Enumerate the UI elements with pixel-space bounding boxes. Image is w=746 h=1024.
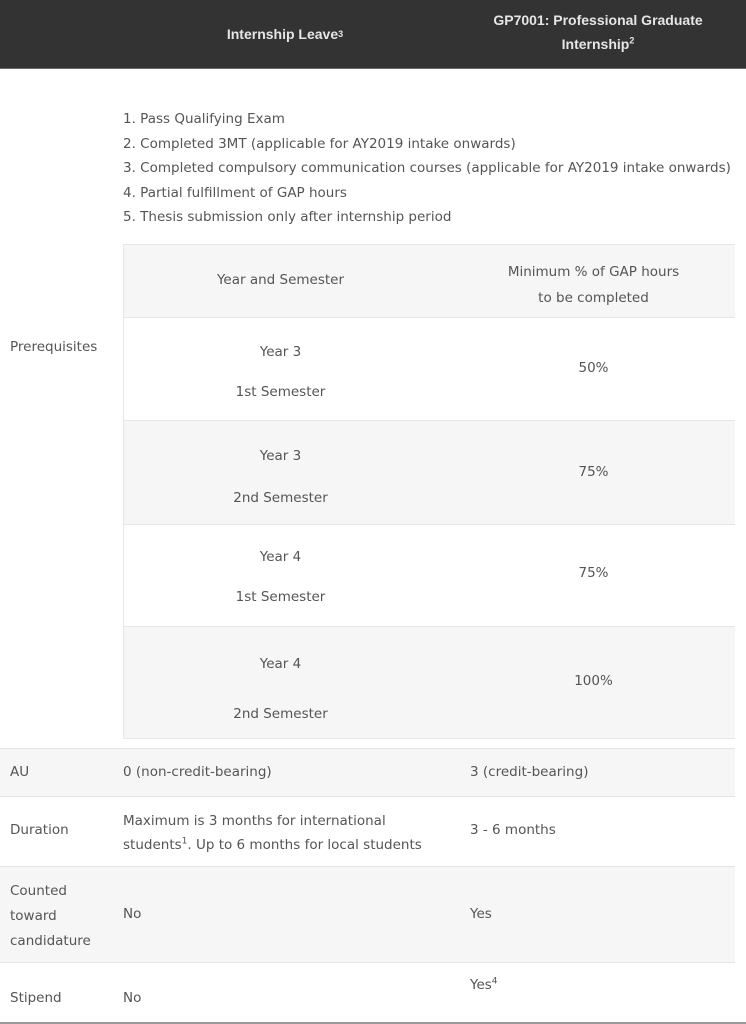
- row-duration: [0, 796, 735, 867]
- gap-semester: 2nd Semester: [233, 490, 328, 506]
- gap-year-semester: [124, 537, 437, 617]
- gap-year-semester: [124, 639, 437, 739]
- header-internship-leave-label: Internship Leave: [226, 26, 339, 42]
- row-label-prerequisites: Prerequisites: [10, 339, 98, 355]
- gap-semester: 1st Semester: [235, 589, 326, 605]
- stipend-gp7001: [470, 977, 498, 993]
- gap-table-row: [124, 626, 735, 738]
- stipend-internship-leave: No: [123, 990, 142, 1006]
- row-au: [0, 748, 735, 796]
- gap-percent: 75%: [578, 565, 609, 581]
- header-internship-leave: Internship Leave 3: [226, 26, 344, 42]
- gap-semester: 1st Semester: [235, 384, 326, 400]
- duration-leave-line2a: students: [123, 837, 182, 853]
- footnote-ref: 2: [629, 35, 635, 46]
- gap-table-row: [124, 524, 735, 626]
- gap-semester: 2nd Semester: [233, 706, 328, 722]
- gap-year-semester: [124, 332, 437, 412]
- footnote-ref: 4: [491, 976, 498, 987]
- gap-table-row: [124, 317, 735, 420]
- gap-header-min-percent-line1: Minimum % of GAP hours: [507, 264, 680, 280]
- gap-table-header: [124, 244, 735, 317]
- row-label-au: AU: [10, 764, 30, 780]
- gap-year: Year 3: [259, 448, 302, 464]
- prerequisite-item: 5. Thesis submission only after internship period: [123, 209, 452, 226]
- duration-internship-leave: [123, 809, 422, 857]
- prerequisites-list: [123, 107, 746, 230]
- header-gp7001: [450, 8, 746, 56]
- row-label-stipend: Stipend: [10, 990, 62, 1006]
- duration-leave-line2b: . Up to 6 months for local students: [187, 837, 422, 853]
- prerequisite-item: 4. Partial fulfillment of GAP hours: [123, 184, 347, 201]
- au-internship-leave: 0 (non-credit-bearing): [123, 764, 272, 780]
- gap-table-row: [124, 420, 735, 524]
- header-gp7001-line1: GP7001: Professional Graduate: [493, 12, 703, 28]
- header-gp7001-line2: Internship: [561, 36, 630, 52]
- gap-percent: 100%: [574, 673, 613, 689]
- duration-leave-line1: Maximum is 3 months for international: [123, 813, 386, 829]
- stipend-gp7001-value: Yes: [470, 977, 492, 993]
- au-gp7001: 3 (credit-bearing): [470, 764, 589, 780]
- gap-header-min-percent: [437, 259, 746, 311]
- candidature-gp7001: Yes: [470, 906, 492, 922]
- candidature-label-line2: toward: [10, 908, 57, 924]
- gap-header-min-percent-line2: to be completed: [538, 290, 649, 306]
- duration-gp7001: 3 - 6 months: [470, 822, 556, 838]
- prerequisite-item: 1. Pass Qualifying Exam: [123, 111, 285, 127]
- row-stipend: [0, 962, 735, 1023]
- footnote-ref: 1: [181, 836, 188, 847]
- gap-year-semester: [124, 435, 437, 519]
- gap-year: Year 4: [259, 549, 302, 565]
- table-header: [0, 0, 746, 69]
- prerequisite-item: 2. Completed 3MT (applicable for AY2019 intake onwards): [123, 135, 516, 152]
- gap-percent: 75%: [578, 464, 609, 480]
- prerequisite-item: 3. Completed compulsory communication courses (applicable for AY2019 intake onwards): [123, 160, 731, 177]
- row-label-duration: Duration: [10, 822, 69, 838]
- candidature-label-line3: candidature: [10, 933, 91, 949]
- gap-header-year-semester: Year and Semester: [216, 272, 345, 288]
- gap-year: Year 4: [259, 656, 302, 672]
- row-label-candidature: [10, 879, 91, 954]
- gap-hours-table: [123, 244, 735, 739]
- candidature-label-line1: Counted: [10, 883, 67, 899]
- row-candidature: [0, 866, 735, 963]
- gap-percent: 50%: [578, 360, 609, 376]
- candidature-internship-leave: No: [123, 906, 142, 922]
- gap-year: Year 3: [259, 344, 302, 360]
